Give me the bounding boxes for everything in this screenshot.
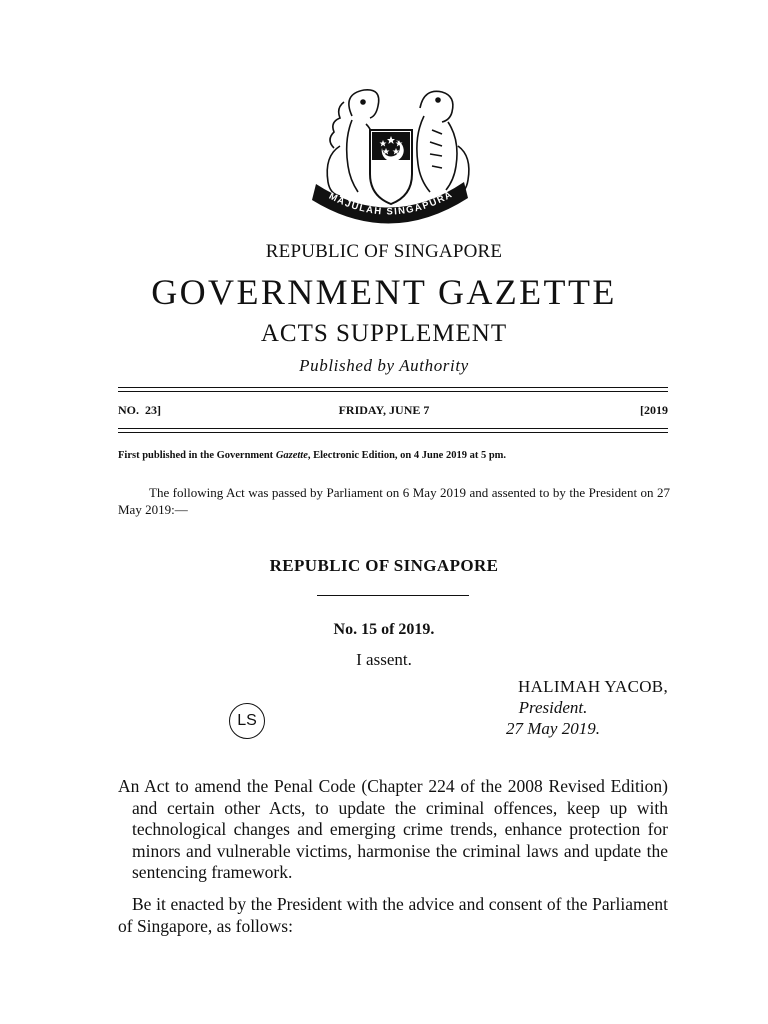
issue-year: [2019 [640, 403, 668, 417]
act-number: No. 15 of 2019. [333, 621, 435, 638]
divider [118, 387, 668, 388]
short-divider [317, 595, 469, 596]
gazette-word: Gazette [275, 450, 308, 461]
president-name: HALIMAH YACOB, [518, 677, 668, 696]
tiger-icon [417, 91, 469, 196]
assent-date: 27 May 2019. [506, 719, 600, 738]
issue-date: FRIDAY, JUNE 7 [338, 403, 430, 417]
republic-heading: REPUBLIC OF SINGAPORE [265, 241, 503, 262]
acts-supplement-heading: ACTS SUPPLEMENT [260, 320, 508, 347]
first-published-suffix: , Electronic Edition, on 4 June 2019 at 5 pm. [307, 450, 507, 461]
shield-icon [370, 130, 412, 204]
act-long-title: An Act to amend the Penal Code (Chapter 224 of the 2008 Revised Edition) and certain other Acts, to update the criminal offences, keep up with technological changes and emerging crime trends, enhance protection for minors and vulnerable victims, harmonise the criminal laws and update the sentencing framework. [118, 776, 668, 882]
gazette-title: GOVERNMENT GAZETTE [151, 272, 617, 312]
act-republic-heading: REPUBLIC OF SINGAPORE [269, 556, 499, 575]
issue-number: NO. 23] [118, 403, 161, 417]
divider [118, 428, 668, 429]
ls-seal-icon: LS [229, 703, 265, 739]
coat-of-arms-icon [300, 86, 480, 246]
motto-text: MAJULAH SINGAPURA [327, 188, 456, 218]
first-published-prefix: First published in the Government [118, 450, 276, 461]
passed-statement: The following Act was passed by Parliament on 6 May 2019 and assented to by the President on 27 May 2019:— [118, 485, 670, 517]
first-published-note [118, 450, 506, 461]
enacting-formula: Be it enacted by the President with the advice and consent of the Parliament of Singapore, as follows: [118, 894, 668, 936]
assent-text: I assent. [356, 650, 412, 669]
president-title: President. [518, 698, 588, 717]
divider [118, 432, 668, 433]
published-by-authority: Published by Authority [299, 356, 469, 375]
divider [118, 391, 668, 392]
